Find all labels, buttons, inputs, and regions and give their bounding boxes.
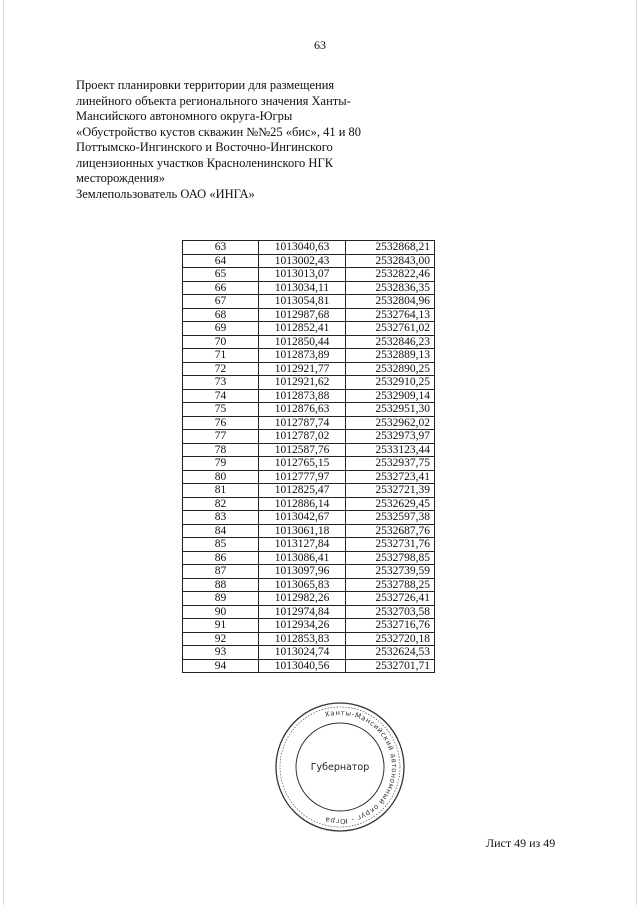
x-coordinate-cell: 1013086,41 — [259, 551, 346, 565]
table-row — [183, 605, 435, 619]
y-coordinate-cell: 2532798,85 — [346, 551, 435, 565]
point-number-cell: 76 — [183, 416, 259, 430]
x-coordinate-cell: 1012934,26 — [259, 619, 346, 633]
y-coordinate-cell: 2532962,02 — [346, 416, 435, 430]
y-coordinate-cell: 2532889,13 — [346, 349, 435, 363]
x-coordinate-cell: 1012987,68 — [259, 308, 346, 322]
x-coordinate-cell: 1012921,62 — [259, 376, 346, 390]
x-coordinate-cell: 1012876,63 — [259, 403, 346, 417]
header-line: Землепользователь ОАО «ИНГА» — [76, 186, 255, 201]
table-row — [183, 281, 435, 295]
point-number-cell: 89 — [183, 592, 259, 606]
scan-edge-left — [3, 0, 4, 905]
y-coordinate-cell: 2532868,21 — [346, 241, 435, 255]
table-row — [183, 565, 435, 579]
seal-center-text: Губернатор — [310, 762, 370, 773]
table-row — [183, 241, 435, 255]
scan-edge-right — [636, 0, 637, 905]
x-coordinate-cell: 1013024,74 — [259, 646, 346, 660]
y-coordinate-cell: 2532739,59 — [346, 565, 435, 579]
point-number-cell: 75 — [183, 403, 259, 417]
x-coordinate-cell: 1012982,26 — [259, 592, 346, 606]
table-row — [183, 578, 435, 592]
point-number-cell: 88 — [183, 578, 259, 592]
y-coordinate-cell: 2532731,76 — [346, 538, 435, 552]
table-row — [183, 430, 435, 444]
x-coordinate-cell: 1012850,44 — [259, 335, 346, 349]
header-line: Проект планировки территории для размещения — [76, 78, 335, 92]
x-coordinate-cell: 1012873,89 — [259, 349, 346, 363]
x-coordinate-cell: 1013127,84 — [259, 538, 346, 552]
point-number-cell: 74 — [183, 389, 259, 403]
x-coordinate-cell: 1012587,76 — [259, 443, 346, 457]
y-coordinate-cell: 2532764,13 — [346, 308, 435, 322]
x-coordinate-cell: 1013054,81 — [259, 295, 346, 309]
point-number-cell: 66 — [183, 281, 259, 295]
y-coordinate-cell: 2532721,39 — [346, 484, 435, 498]
x-coordinate-cell: 1012853,83 — [259, 632, 346, 646]
point-number-cell: 84 — [183, 524, 259, 538]
table-row — [183, 632, 435, 646]
table-row — [183, 619, 435, 633]
y-coordinate-cell: 2532597,38 — [346, 511, 435, 525]
y-coordinate-cell: 2532788,25 — [346, 578, 435, 592]
table-row — [183, 349, 435, 363]
y-coordinate-cell: 2532822,46 — [346, 268, 435, 282]
y-coordinate-cell: 2532951,30 — [346, 403, 435, 417]
governor-seal — [270, 697, 410, 837]
point-number-cell: 72 — [183, 362, 259, 376]
y-coordinate-cell: 2532909,14 — [346, 389, 435, 403]
table-row — [183, 335, 435, 349]
x-coordinate-cell: 1013061,18 — [259, 524, 346, 538]
x-coordinate-cell: 1012886,14 — [259, 497, 346, 511]
point-number-cell: 69 — [183, 322, 259, 336]
table-row — [183, 659, 435, 673]
y-coordinate-cell: 2532836,35 — [346, 281, 435, 295]
point-number-cell: 86 — [183, 551, 259, 565]
table-row — [183, 524, 435, 538]
header-line: «Обустройство кустов скважин №№25 «бис», 41 и 80 — [76, 124, 362, 139]
table-row — [183, 254, 435, 268]
y-coordinate-cell: 2532937,75 — [346, 457, 435, 471]
y-coordinate-cell: 2532723,41 — [346, 470, 435, 484]
point-number-cell: 67 — [183, 295, 259, 309]
x-coordinate-cell: 1012765,15 — [259, 457, 346, 471]
x-coordinate-cell: 1012974,84 — [259, 605, 346, 619]
table-row — [183, 511, 435, 525]
table-row — [183, 551, 435, 565]
point-number-cell: 71 — [183, 349, 259, 363]
sheet-label: Лист 49 из 49 — [486, 836, 556, 850]
x-coordinate-cell: 1012787,74 — [259, 416, 346, 430]
table-row — [183, 538, 435, 552]
table-row — [183, 470, 435, 484]
point-number-cell: 85 — [183, 538, 259, 552]
y-coordinate-cell: 2532720,18 — [346, 632, 435, 646]
point-number-cell: 64 — [183, 254, 259, 268]
x-coordinate-cell: 1013040,63 — [259, 241, 346, 255]
x-coordinate-cell: 1012921,77 — [259, 362, 346, 376]
x-coordinate-cell: 1012825,47 — [259, 484, 346, 498]
table-row — [183, 308, 435, 322]
point-number-cell: 78 — [183, 443, 259, 457]
y-coordinate-cell: 2532890,25 — [346, 362, 435, 376]
point-number-cell: 94 — [183, 659, 259, 673]
y-coordinate-cell: 2532701,71 — [346, 659, 435, 673]
point-number-cell: 79 — [183, 457, 259, 471]
table-row — [183, 322, 435, 336]
y-coordinate-cell: 2532804,96 — [346, 295, 435, 309]
header-line: линейного объекта регионального значения Ханты- — [76, 93, 351, 108]
point-number-cell: 81 — [183, 484, 259, 498]
table-row — [183, 362, 435, 376]
point-number-cell: 82 — [183, 497, 259, 511]
point-number-cell: 77 — [183, 430, 259, 444]
y-coordinate-cell: 2532846,23 — [346, 335, 435, 349]
point-number-cell: 90 — [183, 605, 259, 619]
table-row — [183, 443, 435, 457]
point-number-cell: 68 — [183, 308, 259, 322]
point-number-cell: 73 — [183, 376, 259, 390]
y-coordinate-cell: 2532973,97 — [346, 430, 435, 444]
y-coordinate-cell: 2532843,00 — [346, 254, 435, 268]
y-coordinate-cell: 2532687,76 — [346, 524, 435, 538]
x-coordinate-cell: 1013034,11 — [259, 281, 346, 295]
y-coordinate-cell: 2532629,45 — [346, 497, 435, 511]
point-number-cell: 63 — [183, 241, 259, 255]
x-coordinate-cell: 1013013,07 — [259, 268, 346, 282]
point-number-cell: 93 — [183, 646, 259, 660]
x-coordinate-cell: 1013065,83 — [259, 578, 346, 592]
point-number-cell: 80 — [183, 470, 259, 484]
header-line: Поттымско-Ингинского и Восточно-Ингинского — [76, 140, 333, 154]
seal-ring-text: Ханты-Мансийский автономный округ - Югра — [323, 708, 399, 826]
table-row — [183, 389, 435, 403]
x-coordinate-cell: 1012777,97 — [259, 470, 346, 484]
y-coordinate-cell: 2532910,25 — [346, 376, 435, 390]
table-row — [183, 457, 435, 471]
x-coordinate-cell: 1013040,56 — [259, 659, 346, 673]
table-row — [183, 592, 435, 606]
header-line: месторождения» — [76, 171, 165, 185]
table-row — [183, 295, 435, 309]
y-coordinate-cell: 2532716,76 — [346, 619, 435, 633]
table-row — [183, 646, 435, 660]
table-row — [183, 497, 435, 511]
point-number-cell: 83 — [183, 511, 259, 525]
y-coordinate-cell: 2532761,02 — [346, 322, 435, 336]
point-number-cell: 70 — [183, 335, 259, 349]
table-row — [183, 484, 435, 498]
y-coordinate-cell: 2533123,44 — [346, 443, 435, 457]
point-number-cell: 65 — [183, 268, 259, 282]
coordinates-table — [182, 240, 435, 673]
document-header — [76, 78, 416, 202]
y-coordinate-cell: 2532624,53 — [346, 646, 435, 660]
x-coordinate-cell: 1012852,41 — [259, 322, 346, 336]
table-row — [183, 416, 435, 430]
header-line: Мансийского автономного округа-Югры — [76, 109, 293, 123]
point-number-cell: 91 — [183, 619, 259, 633]
header-line: лицензионных участков Красноленинского НГК — [76, 155, 334, 170]
x-coordinate-cell: 1013097,96 — [259, 565, 346, 579]
page-number: 63 — [314, 38, 326, 52]
y-coordinate-cell: 2532726,41 — [346, 592, 435, 606]
x-coordinate-cell: 1013002,43 — [259, 254, 346, 268]
x-coordinate-cell: 1012787,02 — [259, 430, 346, 444]
table-row — [183, 376, 435, 390]
y-coordinate-cell: 2532703,58 — [346, 605, 435, 619]
x-coordinate-cell: 1013042,67 — [259, 511, 346, 525]
point-number-cell: 92 — [183, 632, 259, 646]
x-coordinate-cell: 1012873,88 — [259, 389, 346, 403]
point-number-cell: 87 — [183, 565, 259, 579]
table-row — [183, 403, 435, 417]
table-row — [183, 268, 435, 282]
